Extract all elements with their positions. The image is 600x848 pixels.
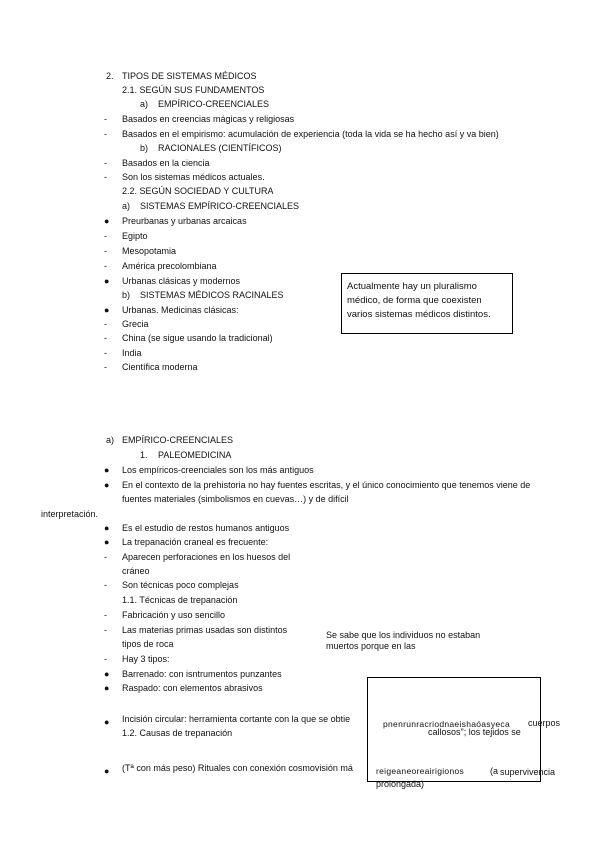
bullet-marker: ● [104,537,110,547]
list-item: Preurbanas y urbanas arcaicas [122,216,247,226]
dash-marker: - [104,319,107,329]
list-item: En el contexto de la prehistoria no hay fuentes escritas, y el único conocimiento que tenemos viene de [122,480,531,490]
dash-marker: - [104,261,107,271]
list-item: Fabricación y uso sencillo [122,610,226,620]
subheading-2-2: 2.2. SEGÚN SOCIEDAD Y CULTURA [122,186,274,196]
list-item: Urbanas. Medicinas clásicas: [122,305,239,315]
note-text-muertos: Se sabe que los individuos no estaban muertos porque en las [326,630,481,651]
list-item: (Tª con más peso) Rituales con conexión cosmovisión má [122,763,353,773]
list-item: Científica moderna [122,362,198,372]
dash-marker: - [104,333,107,343]
subheading-1-2: 1.2. Causas de trepanación [122,728,233,738]
bullet-marker: ● [104,669,110,679]
dash-marker: - [104,362,107,372]
list-item: Egipto [122,231,148,241]
list-letter: b) [140,143,149,153]
dash-marker: - [104,114,107,124]
overlapped-text: (a [490,766,499,776]
dash-marker: - [104,348,107,358]
bullet-marker: ● [104,717,110,727]
subheading-sistemas-empirico: SISTEMAS EMPÍRICO-CREENCIALES [140,201,300,211]
dash-marker: - [104,654,107,664]
dash-marker: - [104,231,107,241]
list-item-continued: tipos de roca [122,639,174,649]
list-letter: b) [122,290,131,300]
overlapped-text: cuerpos [528,718,561,728]
list-item: Incisión circular: herramienta cortante con la que se obtie [122,714,351,724]
list-item: Hay 3 tipos: [122,654,170,664]
list-number: 1. [140,450,148,460]
dash-marker: - [104,129,107,139]
dash-marker: - [104,552,107,562]
list-item: India [122,348,142,358]
list-letter: a) [122,201,131,211]
dash-marker: - [104,172,107,182]
dash-marker: - [104,610,107,620]
bullet-marker: ● [104,305,110,315]
subheading-paleomedicina: PALEOMEDICINA [158,450,232,460]
bullet-marker: ● [104,523,110,533]
list-item: Las materias primas usadas son distintos [122,625,288,635]
note-box-pluralismo [341,273,513,334]
list-item: América precolombiana [122,261,217,271]
overlapped-text: pnenrunracriodnaeishaóasyeca [383,719,511,729]
list-item: China (se sigue usando la tradicional) [122,333,273,343]
list-item: Barrenado: con isntrumentos punzantes [122,669,282,679]
list-item-continued: fuentes materiales (simbolismos en cuevas…) y de difícil [122,494,349,504]
list-item: Aparecen perforaciones en los huesos del [122,552,291,562]
overlapped-text: callosos"; los tejidos se [428,727,521,737]
list-item: Son técnicas poco complejas [122,580,239,590]
bullet-marker: ● [104,276,110,286]
list-letter: a) [106,435,115,445]
subheading-2-1: 2.1. SEGÚN SUS FUNDAMENTOS [122,85,265,95]
list-item: Urbanas clásicas y modernos [122,276,241,286]
subheading-1-1: 1.1. Técnicas de trepanación [122,595,238,605]
heading-number: 2. [106,71,114,81]
list-item: Mesopotamia [122,246,177,256]
list-item: La trepanación craneal es frecuente: [122,537,269,547]
bullet-marker: ● [104,766,110,776]
subheading-racinales: SISTEMAS MÉDICOS RACINALES [140,290,284,300]
list-item: Grecia [122,319,149,329]
bullet-marker: ● [104,683,110,693]
subheading-racionales: RACIONALES (CIENTÍFICOS) [158,143,282,153]
list-item: Es el estudio de restos humanos antiguos [122,523,290,533]
subheading-empirico-2: EMPÍRICO-CREENCIALES [122,435,234,445]
overlapped-text: reigeaneoreairigionos [376,766,465,776]
list-item: Son los sistemas médicos actuales. [122,172,265,182]
list-letter: a) [140,99,149,109]
dash-marker: - [104,246,107,256]
dash-marker: - [104,158,107,168]
dash-marker: - [104,625,107,635]
subheading-empirico: EMPÍRICO-CREENCIALES [158,99,270,109]
page-title: TIPOS DE SISTEMAS MÉDICOS [122,71,257,81]
bullet-marker: ● [104,480,110,490]
list-item: Basados en el empirismo: acumulación de experiencia (toda la vida se ha hecho así y va bien) [122,129,499,139]
list-item-continued: cráneo [122,566,150,576]
note-text: Actualmente hay un pluralismo médico, de forma que coexisten varios sistemas médicos distintos. [347,281,491,320]
bullet-marker: ● [104,216,110,226]
overlapped-text: supervivencia [500,767,556,777]
overlapped-text: prolongada) [376,779,425,789]
list-item: Basados en la ciencia [122,158,210,168]
list-item: Raspado: con elementos abrasivos [122,683,263,693]
list-item-continued: interpretación. [41,509,99,519]
dash-marker: - [104,580,107,590]
list-item: Los empíricos-creenciales son los más antiguos [122,465,314,475]
bullet-marker: ● [104,465,110,475]
list-item: Basados en creencias mágicas y religiosas [122,114,295,124]
